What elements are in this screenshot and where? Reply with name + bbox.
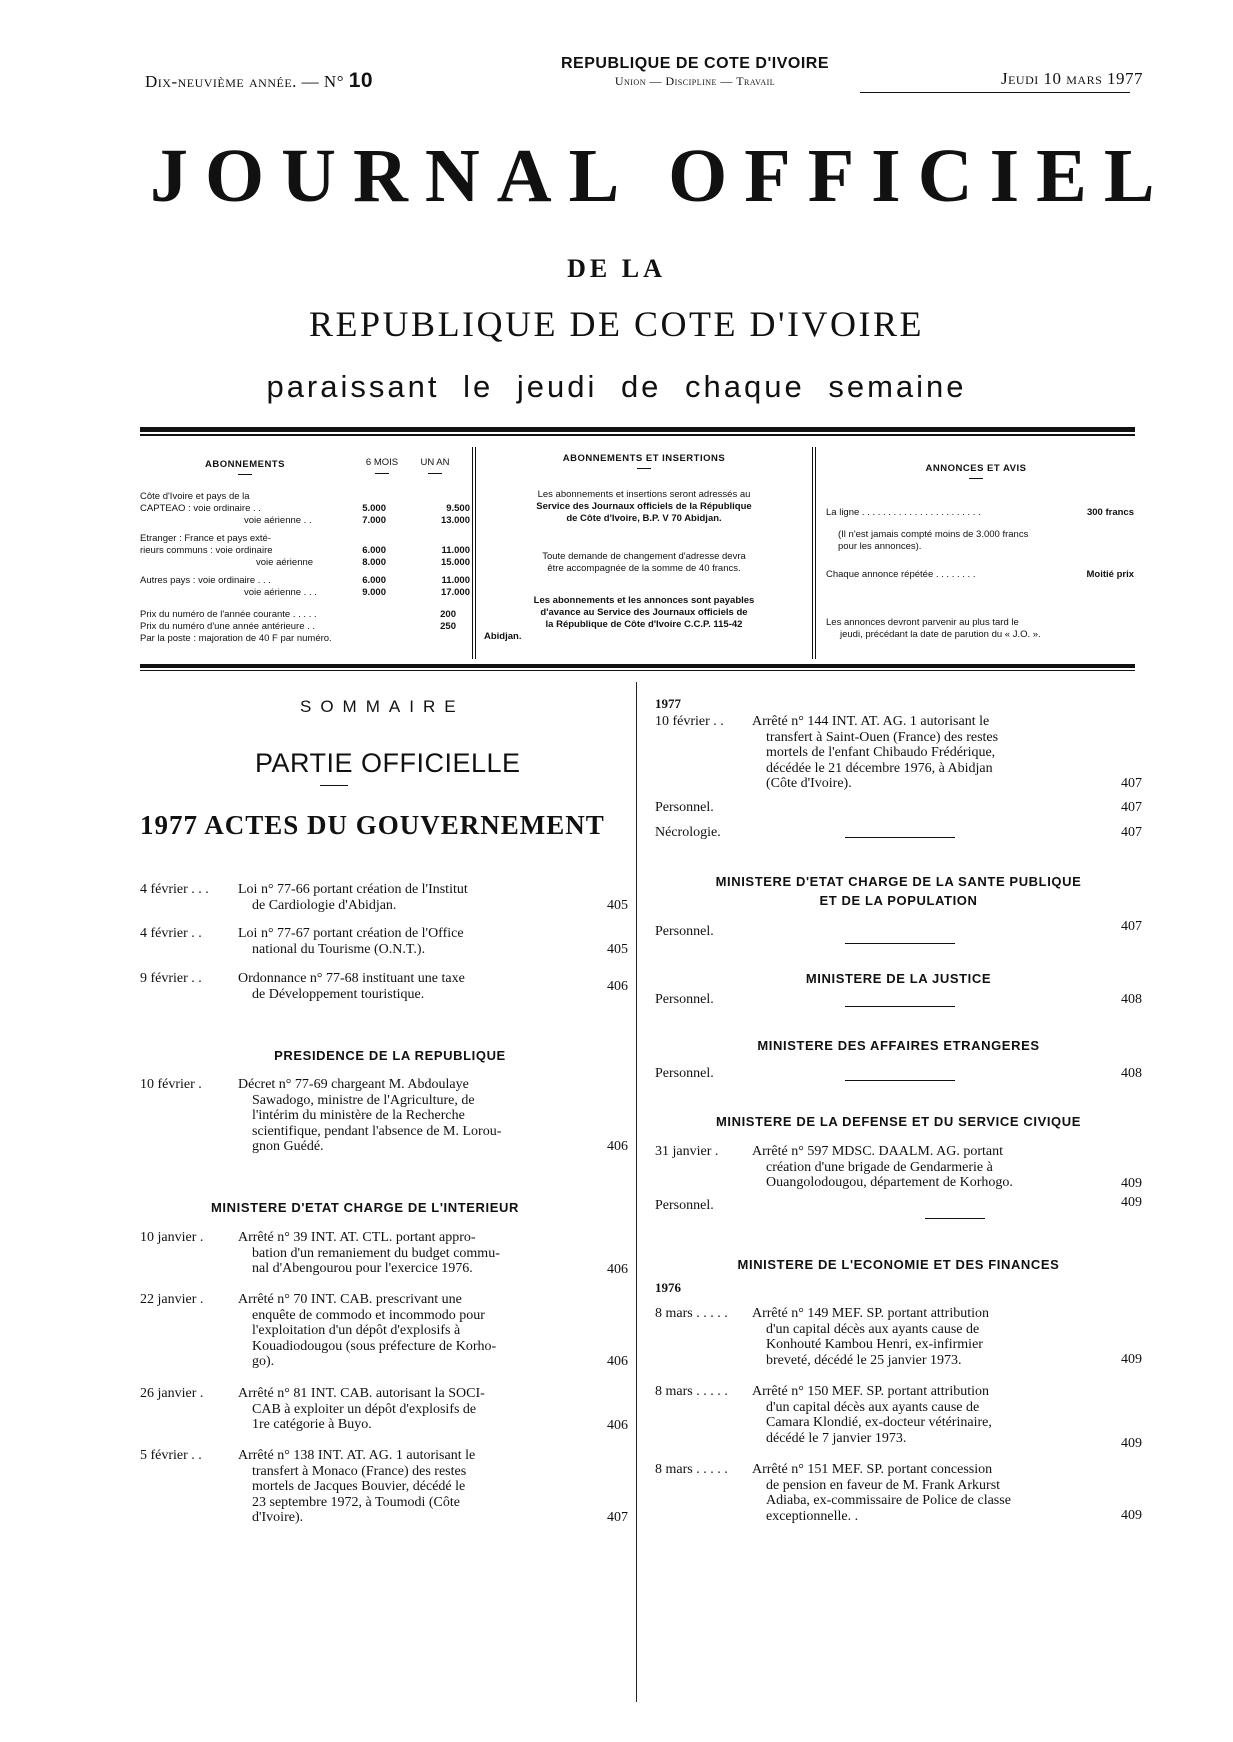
entry-date: 26 janvier . [140, 1386, 204, 1401]
header-motto: Union — Discipline — Travail [614, 74, 776, 88]
entry-line: Arrêté n° 597 MDSC. DAALM. AG. portant [752, 1144, 1003, 1159]
entry-page: 409 [1121, 1195, 1142, 1210]
sommaire-entry[interactable] [140, 882, 628, 914]
insertions-p1-l3: de Côte d'Ivoire, B.P. V 70 Abidjan. [566, 513, 722, 524]
entry-page: 408 [1121, 992, 1142, 1007]
separator-line [925, 1218, 985, 1219]
entry-page: 406 [607, 1418, 628, 1433]
group1-line3: voie aérienne . . [244, 515, 312, 526]
entry-text [752, 1462, 1078, 1524]
sommaire-entry[interactable] [140, 1448, 628, 1528]
entry-line: scientifique, pendant l'absence de M. Lorou- [252, 1123, 502, 1139]
entry-line: bation d'un remaniement du budget commu- [252, 1245, 500, 1261]
annonces-repetee-row [826, 569, 1134, 581]
insertions-p2-l2: être accompagnée de la somme de 40 francs. [547, 563, 741, 574]
insertions-heading-text: ABONNEMENTS ET INSERTIONS [562, 453, 726, 464]
entry-date: 8 mars . . . . . [655, 1306, 728, 1321]
defense-personnel-row[interactable] [655, 1195, 1142, 1216]
entry-line: Arrêté n° 150 MEF. SP. portant attribution [752, 1384, 990, 1399]
necrologie-row[interactable] [655, 825, 1142, 843]
group2-row1 [140, 545, 470, 557]
annonces-heading-text: ANNONCES ET AVIS [925, 463, 1027, 474]
col2-heading-text: UN AN [420, 457, 450, 468]
abonnements-col1-heading [358, 457, 406, 474]
entry-line: Arrêté n° 144 INT. AT. AG. 1 autorisant le [752, 714, 990, 729]
price1-value: 200 [440, 609, 456, 620]
annonces-heading [826, 463, 1126, 479]
box-divider-1b [475, 447, 476, 659]
sante-heading-l1: MINISTERE D'ETAT CHARGE DE LA SANTE PUBLIQUE [715, 874, 1082, 889]
entry-date: 10 janvier . [140, 1230, 204, 1245]
entry-page: 407 [1121, 800, 1142, 815]
separator-line [845, 1080, 955, 1081]
sommaire-entry[interactable] [140, 1230, 628, 1280]
entry-text [752, 714, 1078, 792]
entry-page: 409 [1121, 1436, 1142, 1451]
entry-line: Loi n° 77-66 portant création de l'Institut [238, 882, 468, 897]
separator-line [845, 943, 955, 944]
entry-line: exceptionnelle. . [766, 1508, 859, 1524]
price2-label: Prix du numéro d'une année antérieure . . [140, 621, 316, 632]
group3-line2: voie aérienne . . . [244, 587, 317, 598]
entry-page: 409 [1121, 1508, 1142, 1523]
personnel-label: Personnel. [655, 992, 714, 1007]
personnel-label: Personnel. [655, 924, 714, 939]
entry-text [238, 1448, 570, 1526]
sommaire-entry[interactable] [140, 1292, 628, 1372]
price1-label: Prix du numéro de l'année courante . . . . . [140, 609, 317, 620]
entry-text [238, 1386, 570, 1433]
rule-top-thick [140, 427, 1135, 432]
entry-line: Ordonnance n° 77-68 instituant une taxe [238, 971, 465, 986]
group1-row1 [140, 503, 470, 515]
entry-text [238, 971, 568, 1002]
entry-page: 406 [607, 1262, 628, 1277]
entry-line: Ouangolodougou, département de Korhogo. [766, 1175, 1013, 1190]
entry-page: 409 [1121, 1352, 1142, 1367]
entry-page: 406 [607, 979, 628, 994]
sante-heading-l2: ET DE LA POPULATION [819, 893, 978, 908]
abonnements-table [140, 491, 470, 645]
entry-text [238, 1292, 570, 1370]
group1-line1: Côte d'Ivoire et pays de la [140, 491, 250, 502]
sommaire-entry[interactable] [655, 714, 1142, 796]
masthead-periodicity: paraissant le jeudi de chaque semaine [266, 369, 967, 404]
entry-date: 31 janvier . [655, 1144, 719, 1159]
annonces-note [838, 529, 1134, 553]
insertions-p1-l1: Les abonnements et insertions seront adressés au [537, 489, 751, 500]
entry-page: 409 [1121, 1176, 1142, 1191]
entry-line: décédée le 21 décembre 1976, à Abidjan [766, 760, 993, 776]
rule-top-thin [140, 434, 1135, 436]
annonces-delay [826, 617, 1134, 641]
header-issue-number: 10 [348, 69, 374, 92]
sante-heading [655, 872, 1142, 910]
insertions-p3-l3: la République de Côte d'Ivoire C.C.P. 115-42 [545, 619, 743, 630]
sommaire-entry[interactable] [655, 1462, 1142, 1526]
group3-r2-c2: 17.000 [440, 587, 470, 598]
entry-date: 22 janvier . [140, 1292, 204, 1307]
abonnements-col2-heading [410, 457, 460, 474]
annonces-delay-l2: jeudi, précédant la date de parution du « J.O. ». [840, 629, 1041, 640]
annonces-repetee-label: Chaque annonce répétée . . . . . . . . [826, 569, 976, 580]
group3-r1-c2: 11.000 [441, 575, 470, 586]
price3-row: Par la poste : majoration de 40 F par numéro. [140, 633, 332, 644]
annonces-repetee-value: Moitié prix [1086, 569, 1134, 580]
entry-line: décédé le 7 janvier 1973. [766, 1430, 907, 1446]
price2-value: 250 [440, 621, 456, 632]
box-divider-1 [472, 447, 473, 659]
masthead-title: JOURNAL OFFICIEL [150, 134, 1172, 218]
price1-row [140, 609, 470, 621]
entry-line: Camara Klondié, ex-docteur vétérinaire, [766, 1415, 992, 1430]
entry-line: 1re catégorie à Buyo. [252, 1417, 372, 1432]
entry-line: transfert à Monaco (France) des restes [252, 1463, 467, 1479]
insertions-p3-l2: d'avance au Service des Journaux officiels de [540, 607, 748, 618]
insertions-p3-l1: Les abonnements et les annonces sont payables [533, 595, 755, 606]
entry-line: d'un capital décès aux ayants cause de [766, 1399, 980, 1415]
entry-page: 407 [607, 1510, 628, 1525]
sommaire-entry[interactable] [140, 1386, 628, 1436]
entry-text [238, 926, 568, 957]
entry-line: enquête de commodo et incommodo pour [252, 1307, 485, 1323]
header-date: Jeudi 10 mars 1977 [1000, 69, 1143, 88]
header-volume [145, 69, 373, 93]
entry-line: Konhouté Kambou Henri, ex-infirmier [766, 1337, 983, 1352]
entry-line: nal d'Abengourou pour l'exercice 1976. [252, 1261, 473, 1276]
entry-line: gnon Guédé. [252, 1139, 324, 1154]
entry-page: 408 [1121, 1066, 1142, 1081]
entry-page: 407 [1121, 776, 1142, 791]
entry-date: 9 février . . [140, 971, 202, 986]
separator-line [845, 1006, 955, 1007]
entry-date: 10 février . [140, 1077, 202, 1092]
entry-text [752, 1144, 1078, 1191]
group2-line1: Etranger : France et pays exté- [140, 533, 271, 544]
sommaire-entry[interactable] [140, 971, 628, 1003]
sommaire-entry[interactable] [655, 1384, 1142, 1451]
group3-line1: Autres pays : voie ordinaire . . . [140, 575, 271, 586]
entry-page: 407 [1121, 825, 1142, 840]
group3-r2-c1: 9.000 [362, 587, 386, 598]
personnel-label: Personnel. [655, 1198, 714, 1213]
necrologie-label: Nécrologie. [655, 825, 721, 840]
entry-text [752, 1306, 1078, 1368]
group3-row2 [140, 587, 470, 601]
entry-line: d'Ivoire). [252, 1510, 304, 1525]
box-insertions [484, 447, 804, 657]
entry-line: go). [252, 1354, 275, 1369]
header-volume-text: Dix-neuvième année. — N° [145, 72, 344, 91]
box-divider-2 [812, 447, 813, 659]
annonces-note-l1: (Il n'est jamais compté moins de 3.000 francs [838, 529, 1029, 540]
entry-line: Kouadiodougou (sous préfecture de Korho- [252, 1338, 497, 1354]
entry-line: d'un capital décès aux ayants cause de [766, 1321, 980, 1337]
col1-heading-text: 6 MOIS [365, 457, 399, 468]
justice-personnel-row[interactable] [655, 992, 1142, 1010]
entry-line: de Développement touristique. [252, 986, 425, 1002]
entry-text [238, 882, 568, 913]
header-center [505, 55, 885, 89]
entry-page: 406 [607, 1354, 628, 1369]
entry-line: Arrêté n° 70 INT. CAB. prescrivant une [238, 1292, 462, 1307]
insertions-p2-l1: Toute demande de changement d'adresse devra [542, 551, 746, 562]
entry-line: Arrêté n° 81 INT. CAB. autorisant la SOCI- [238, 1386, 485, 1401]
annonces-ligne-label: La ligne . . . . . . . . . . . . . . . . . . . . . . . [826, 507, 981, 518]
insertions-p3-l4: Abidjan. [484, 631, 522, 642]
group2-line2: rieurs communs : voie ordinaire [140, 545, 273, 556]
sommaire-title: SOMMAIRE [300, 697, 465, 716]
etrangeres-personnel-row[interactable] [655, 1066, 1142, 1084]
entry-line: Arrêté n° 39 INT. AT. CTL. portant appro- [238, 1230, 476, 1245]
group1-r2-c1: 7.000 [362, 515, 386, 526]
entry-line: 23 septembre 1972, à Toumodi (Côte [252, 1494, 460, 1510]
entry-line: CAB à exploiter un dépôt d'explosifs de [252, 1401, 477, 1417]
group3-row1 [140, 575, 470, 587]
entry-text [752, 1384, 1078, 1446]
sommaire-entry[interactable] [655, 1306, 1142, 1370]
entry-page: 405 [607, 942, 628, 957]
entry-line: l'exploitation d'un dépôt d'explosifs à [252, 1323, 461, 1338]
group2-r2-c2: 15.000 [440, 557, 470, 568]
annonces-delay-l1: Les annonces devront parvenir au plus tard le [826, 617, 1019, 628]
rule-bottom-thin [140, 670, 1135, 671]
abonnements-heading [140, 459, 350, 475]
sommaire-entry[interactable] [140, 1077, 628, 1157]
personnel-label: Personnel. [655, 800, 714, 815]
box-annonces [826, 447, 1136, 657]
header-republic: REPUBLIQUE DE COTE D'IVOIRE [561, 55, 829, 72]
entry-line: transfert à Saint-Ouen (France) des restes [766, 729, 999, 745]
personnel-row[interactable] [655, 800, 1142, 818]
insertions-p2 [484, 551, 804, 575]
entry-line: Arrêté n° 138 INT. AT. AG. 1 autorisant le [238, 1448, 476, 1463]
entry-line: Arrêté n° 149 MEF. SP. portant attribution [752, 1306, 990, 1321]
entry-line: (Côte d'Ivoire). [766, 776, 852, 791]
insertions-p1 [484, 489, 804, 525]
interieur-heading: MINISTERE D'ETAT CHARGE DE L'INTERIEUR [210, 1200, 519, 1215]
entry-line: Loi n° 77-67 portant création de l'Office [238, 926, 464, 941]
personnel-label: Personnel. [655, 1066, 714, 1081]
entry-text [238, 1230, 570, 1277]
group2-r1-c2: 11.000 [441, 545, 470, 556]
insertions-heading [484, 453, 804, 469]
price2-row [140, 621, 470, 633]
partie-officielle: PARTIE OFFICIELLE [255, 748, 521, 778]
entry-text [238, 1077, 570, 1155]
right-year-1977: 1977 [655, 696, 681, 711]
entry-date: 10 février . . [655, 714, 724, 729]
entry-line: mortels de Jacques Bouvier, décédé le [252, 1479, 466, 1494]
group3-r1-c1: 6.000 [362, 575, 386, 586]
box-abonnements [140, 447, 470, 657]
group2-r1-c1: 6.000 [362, 545, 386, 556]
rule-bottom-thick [140, 664, 1135, 668]
entry-page: 405 [607, 898, 628, 913]
masthead-republique: REPUBLIQUE DE COTE D'IVOIRE [309, 304, 924, 344]
separator-line [845, 837, 955, 838]
column-divider [636, 682, 637, 1702]
economie-heading: MINISTERE DE L'ECONOMIE ET DES FINANCES [737, 1257, 1060, 1272]
entry-line: Décret n° 77-69 chargeant M. Abdoulaye [238, 1077, 469, 1092]
group1-row2 [140, 515, 470, 529]
entry-date: 8 mars . . . . . [655, 1384, 728, 1399]
entry-page: 407 [1121, 919, 1142, 934]
entry-date: 4 février . . [140, 926, 202, 941]
sommaire-entry[interactable] [655, 1144, 1142, 1194]
insertions-p1-l2: Service des Journaux officiels de la République [536, 501, 752, 512]
etrangeres-heading: MINISTERE DES AFFAIRES ETRANGERES [757, 1038, 1040, 1053]
entry-page: 406 [607, 1139, 628, 1154]
annonces-note-l2: pour les annonces). [838, 541, 922, 552]
partie-underline [320, 785, 348, 786]
box-divider-2b [815, 447, 816, 659]
entry-line: de Cardiologie d'Abidjan. [252, 897, 397, 913]
entry-date: 8 mars . . . . . [655, 1462, 728, 1477]
entry-line: breveté, décédé le 25 janvier 1973. [766, 1352, 962, 1368]
entry-line: Adiaba, ex-commissaire de Police de classe [766, 1493, 1011, 1508]
annonces-ligne-value: 300 francs [1086, 507, 1134, 518]
entry-line: Sawadogo, ministre de l'Agriculture, de [252, 1092, 475, 1108]
entry-line: national du Tourisme (O.N.T.). [252, 941, 426, 957]
insertions-p3 [484, 595, 804, 643]
justice-heading: MINISTERE DE LA JUSTICE [805, 971, 992, 986]
entry-date: 5 février . . [140, 1448, 202, 1463]
abonnements-heading-text: ABONNEMENTS [205, 459, 285, 470]
header-date-rule [860, 92, 1130, 93]
annonces-ligne-row [826, 507, 1134, 519]
entry-line: Arrêté n° 151 MEF. SP. portant concession [752, 1462, 993, 1477]
group1-line2: CAPTEAO : voie ordinaire . . [140, 503, 261, 514]
entry-date: 4 février . . . [140, 882, 209, 897]
presidence-heading: PRESIDENCE DE LA REPUBLIQUE [274, 1048, 506, 1063]
group2-r2-c1: 8.000 [362, 557, 386, 568]
group1-r1-c1: 5.000 [362, 503, 386, 514]
group1-r1-c2: 9.500 [446, 503, 470, 514]
group2-line3: voie aérienne [256, 557, 314, 568]
defense-heading: MINISTERE DE LA DEFENSE ET DU SERVICE CIVIQUE [715, 1114, 1082, 1129]
group2-row2 [140, 557, 470, 571]
sommaire-entry[interactable] [140, 926, 628, 958]
actes-heading: 1977 ACTES DU GOUVERNEMENT [140, 810, 605, 840]
entry-line: création d'une brigade de Gendarmerie à [766, 1159, 993, 1175]
group1-r2-c2: 13.000 [440, 515, 470, 526]
entry-line: mortels de l'enfant Chibaudo Frédérique, [766, 745, 996, 760]
economie-year: 1976 [655, 1280, 681, 1295]
sante-personnel-row[interactable] [655, 919, 1142, 942]
entry-line: de pension en faveur de M. Frank Arkurst [766, 1477, 1001, 1493]
entry-line: l'intérim du ministère de la Recherche [252, 1108, 465, 1123]
masthead-de-la: DE LA [567, 254, 666, 283]
